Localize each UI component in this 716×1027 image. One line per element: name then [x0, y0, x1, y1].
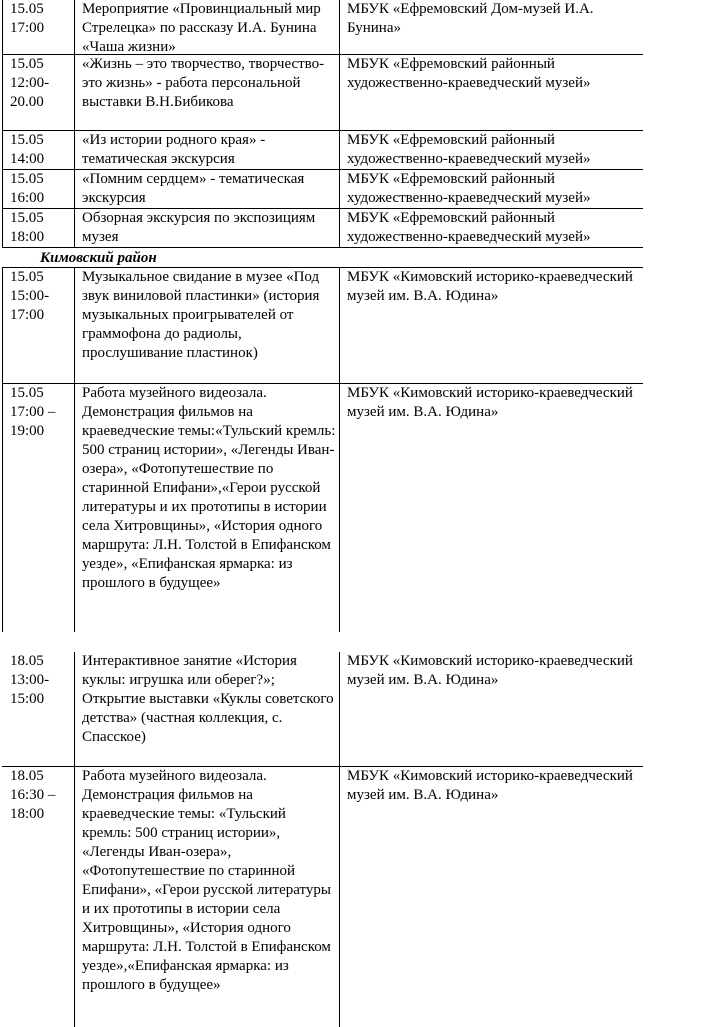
- event-cell: Мероприятие «Провинциальный мир Стрелецка» по рассказу И.А. Бунина «Чаша жизни»: [74, 0, 339, 54]
- venue-cell: МБУК «Ефремовский районный художественно-краеведческий музей»: [339, 170, 643, 208]
- date-cell: 15.05 12:00- 20.00: [2, 55, 74, 130]
- event-cell: «Помним сердцем» - тематическая экскурсия: [74, 170, 339, 208]
- venue-cell: МБУК «Кимовский историко-краеведческий музей им. В.А. Юдина»: [339, 767, 643, 1027]
- date-cell: 15.05 16:00: [2, 170, 74, 208]
- date-cell: 15.05 18:00: [2, 209, 74, 247]
- table-row: [2, 209, 643, 248]
- event-cell: Обзорная экскурсия по экспозициям музея: [74, 209, 339, 247]
- table-row: [2, 652, 643, 767]
- table-row: [2, 767, 643, 1027]
- event-cell: Интерактивное занятие «История куклы: игрушка или оберег?»; Открытие выставки «Куклы советского детства» (частная коллекция, с. Спасское): [74, 652, 339, 766]
- event-cell: «Из истории родного края» - тематическая экскурсия: [74, 131, 339, 169]
- venue-cell: МБУК «Кимовский историко-краеведческий музей им. В.А. Юдина»: [339, 268, 643, 383]
- venue-cell: МБУК «Ефремовский Дом-музей И.А. Бунина»: [339, 0, 643, 54]
- table-row: [2, 131, 643, 170]
- event-cell: Работа музейного видеозала. Демонстрация фильмов на краеведческие темы:«Тульский кремль: 500 страниц истории», «Легенды Иван-озера», «Фотопутешествие по старинной Епифани»,«Герои русской литературы и их прототипы в истории села Хитровщины», «История одного маршрута: Л.Н. Толстой в Епифанском уезде», «Епифанская ярмарка: из прошлого в будущее»: [74, 384, 339, 632]
- table-row: [2, 55, 643, 131]
- event-cell: Музыкальное свидание в музее «Под звук виниловой пластинки» (история музыкальных проигрывателей от граммофона до радиолы, прослушивание пластинок): [74, 268, 339, 383]
- venue-cell: МБУК «Ефремовский районный художественно-краеведческий музей»: [339, 131, 643, 169]
- date-cell: 15.05 14:00: [2, 131, 74, 169]
- date-cell: 15.05 17:00 – 19:00: [2, 384, 74, 632]
- events-table-part-2: [2, 652, 643, 1027]
- events-table-part-1: [2, 0, 643, 632]
- date-cell: 18.05 16:30 – 18:00: [10, 768, 56, 822]
- venue-cell: МБУК «Кимовский историко-краеведческий музей им. В.А. Юдина»: [339, 384, 643, 632]
- venue-cell: МБУК «Кимовский историко-краеведческий музей им. В.А. Юдина»: [339, 652, 643, 766]
- date-cell: 15.05 17:00: [2, 0, 74, 54]
- table-row: [2, 268, 643, 384]
- table-row: [2, 384, 643, 632]
- event-cell: «Жизнь – это творчество, творчество-это жизнь» - работа персональной выставки В.Н.Бибикова: [74, 55, 339, 130]
- table-row: [2, 170, 643, 209]
- event-cell: Работа музейного видеозала. Демонстрация фильмов на краеведческие темы: «Тульский кремль: 500 страниц истории», «Легенды Иван-озера», «Фотопутешествие по старинной Епифани», «Герои русской литературы и их прототипы в истории села Хитровщины», «История одного маршрута: Л.Н. Толстой в Епифанском уезде»,«Епифанская ярмарка: из прошлого в будущее»: [74, 767, 339, 1027]
- venue-cell: МБУК «Ефремовский районный художественно-краеведческий музей»: [339, 55, 643, 130]
- venue-cell: МБУК «Ефремовский районный художественно-краеведческий музей»: [339, 209, 643, 247]
- table-row: [2, 0, 643, 55]
- section-heading-kimovsky: Кимовский район: [2, 248, 643, 268]
- date-cell: 15.05 15:00- 17:00: [2, 268, 74, 383]
- date-cell: 18.05 13:00- 15:00: [10, 653, 50, 707]
